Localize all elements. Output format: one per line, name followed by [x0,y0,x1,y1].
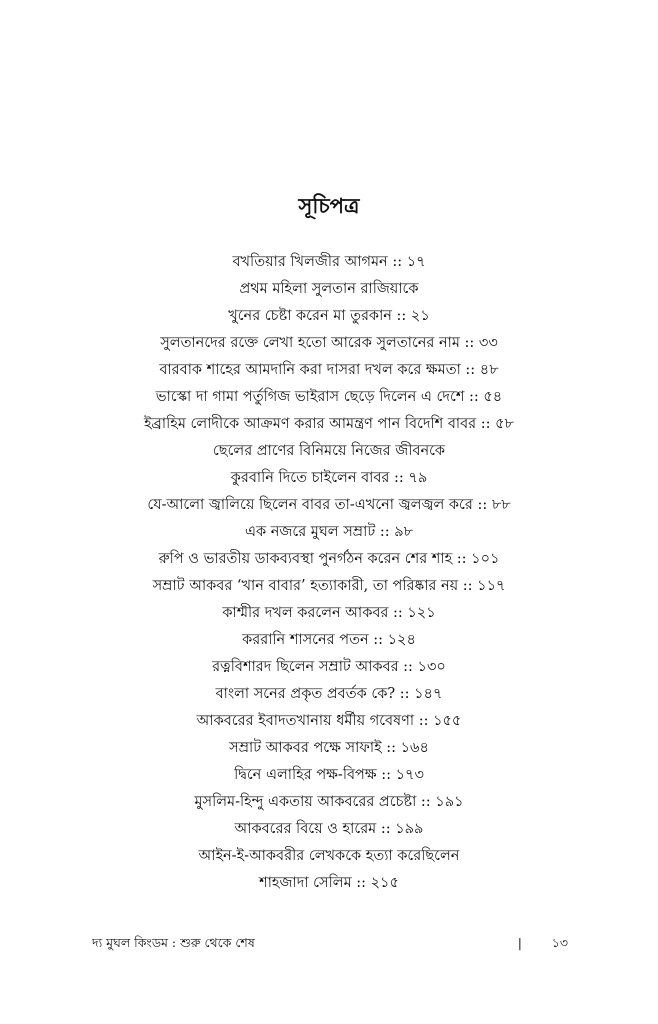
toc-entry: দ্বিনে এলাহির পক্ষ-বিপক্ষ :: ১৭৩ [234,767,424,783]
toc-entry: বারবাক শাহের আমদানি করা দাসরা দখল করে ক্ষমতা :: ৪৮ [159,362,499,378]
toc-entry: কাশ্মীর দখল করলেন আকবর :: ১২১ [222,605,436,621]
toc-entry: শাহজাদা সেলিম :: ২১৫ [259,875,399,891]
page-number: ১৩ [551,935,568,950]
toc-entry: সম্রাট আকবর ‘খান বাবার’ হত্যাকারী, তা পরিষ্কার নয় :: ১১৭ [152,578,506,594]
toc-entry: আইন-ই-আকবরীর লেখককে হত্যা করেছিলেন [198,848,460,864]
toc-entry: আকবরের বিয়ে ও হারেম :: ১৯৯ [234,821,424,837]
page-footer [92,932,568,954]
toc-entry: বাংলা সনের প্রকৃত প্রবর্তক কে? :: ১৪৭ [215,686,443,702]
toc-entry: আকবরের ইবাদতখানায় ধর্মীয় গবেষণা :: ১৫৫ [196,713,462,729]
toc-entry: ইব্রাহিম লোদীকে আক্রমণ করার আমন্ত্রণ পান বিদেশি বাবর :: ৫৮ [144,416,514,432]
toc-entry: খুনের চেষ্টা করেন মা তুরকান :: ২১ [228,308,430,324]
footer-separator: | [517,935,522,950]
toc-entry: রুপি ও ভারতীয় ডাকব্যবস্থা পুনর্গঠন করেন শের শাহ :: ১০১ [158,551,500,567]
toc-entry: রত্নবিশারদ ছিলেন সম্রাট আকবর :: ১৩০ [212,659,446,675]
toc-entry: যে-আলো জ্বালিয়ে ছিলেন বাবর তা-এখনো জ্বলজ্বল করে :: ৮৮ [147,497,511,513]
contents-heading: সূচিপত্র [298,193,360,218]
running-footer-title: দ্য মুঘল কিংডম : শুরু থেকে শেষ [92,935,255,950]
toc-entry: মুসলিম-হিন্দু একতায় আকবরের প্রচেষ্টা :: ১৯১ [194,794,464,810]
toc-entry: বখতিয়ার খিলজীর আগমন :: ১৭ [232,254,426,270]
toc-entry: সম্রাট আকবর পক্ষে সাফাই :: ১৬৪ [229,740,429,756]
toc-entry: কররানি শাসনের পতন :: ১২৪ [242,632,416,648]
toc-entry: সুলতানদের রক্তে লেখা হতো আরেক সুলতানের নাম :: ৩৩ [160,335,498,351]
toc-entry: এক নজরে মুঘল সম্রাট :: ৯৮ [244,524,414,540]
toc-entry: ছেলের প্রাণের বিনিময়ে নিজের জীবনকে [212,443,446,459]
table-of-contents [40,249,618,897]
toc-entry: ভাস্কো দা গামা পর্তুগিজ ভাইরাস ছেড়ে দিলেন এ দেশে :: ৫৪ [155,389,503,405]
toc-entry: প্রথম মহিলা সুলতান রাজিয়াকে [239,281,419,297]
toc-entry: কুরবানি দিতে চাইলেন বাবর :: ৭৯ [230,470,428,486]
